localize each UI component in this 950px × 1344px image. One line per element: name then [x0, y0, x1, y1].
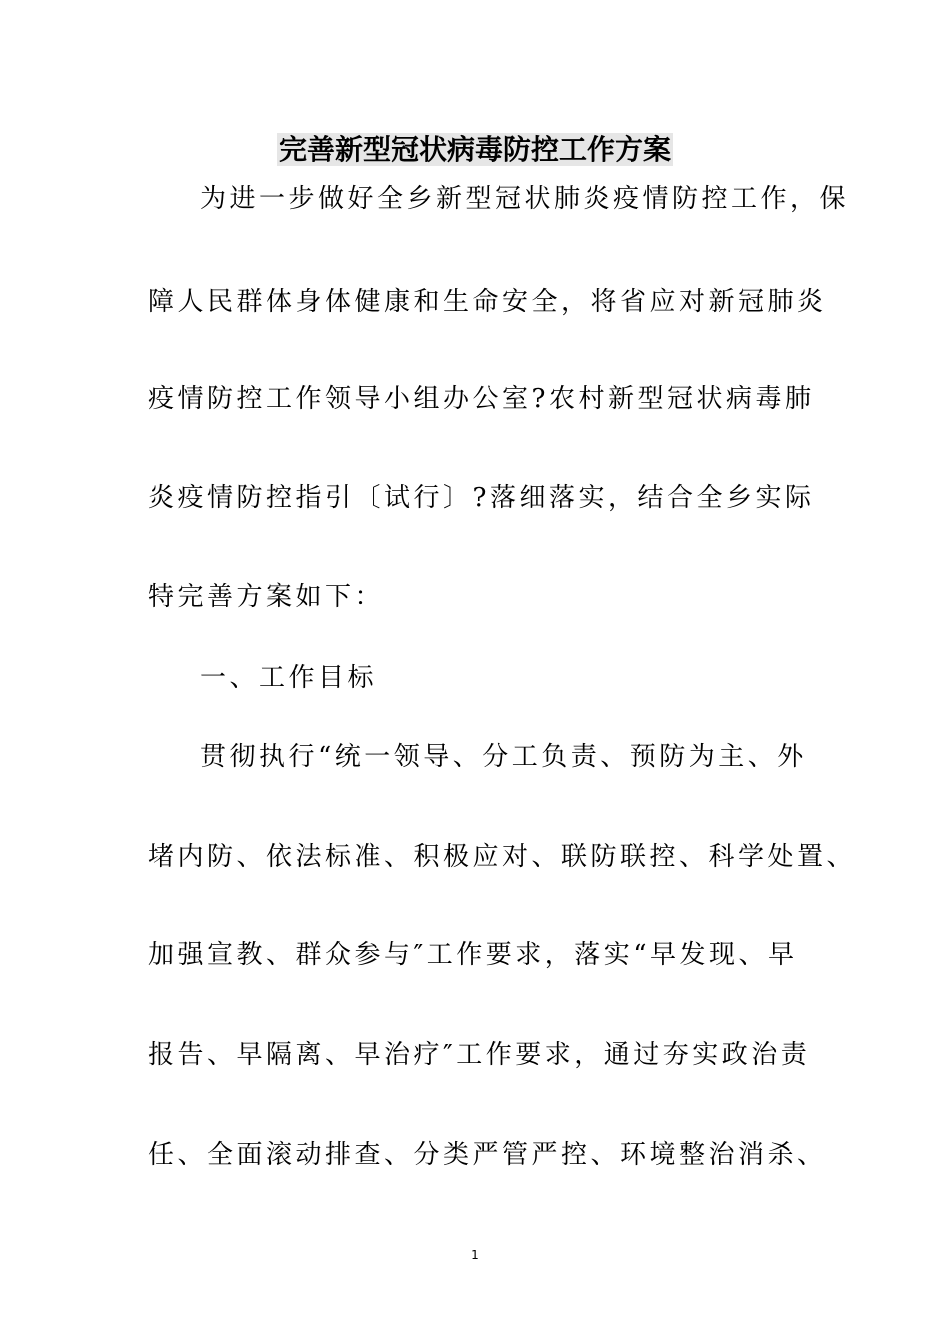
page-number: 1 — [471, 1248, 479, 1262]
paragraph-line: 贯彻执行“统一领导、分工负责、预防为主、外 — [200, 742, 807, 772]
paragraph-line: 疫情防控工作领导小组办公室?农村新型冠状病毒肺 — [148, 384, 815, 414]
paragraph-line: 报告、早隔离、早治疗″工作要求，通过夯实政治责 — [148, 1040, 811, 1070]
paragraph-line: 任、全面滚动排查、分类严管严控、环境整治消杀、 — [148, 1140, 827, 1170]
document-title — [0, 132, 950, 168]
paragraph-line: 炎疫情防控指引〔试行〕?落细落实，结合全乡实际 — [148, 483, 815, 513]
document-title-text: 完善新型冠状病毒防控工作方案 — [278, 133, 671, 166]
paragraph-line: 堵内防、依法标准、积极应对、联防联控、科学处置、 — [148, 842, 857, 872]
paragraph-line: 特完善方案如下： — [148, 582, 385, 612]
paragraph-line: 为进一步做好全乡新型冠状肺炎疫情防控工作，保 — [200, 184, 850, 214]
section-heading: 一、工作目标 — [200, 663, 378, 693]
paragraph-line: 加强宣教、群众参与″工作要求，落实“早发现、早 — [148, 940, 798, 970]
paragraph-line: 障人民群体身体健康和生命安全，将省应对新冠肺炎 — [148, 287, 827, 317]
